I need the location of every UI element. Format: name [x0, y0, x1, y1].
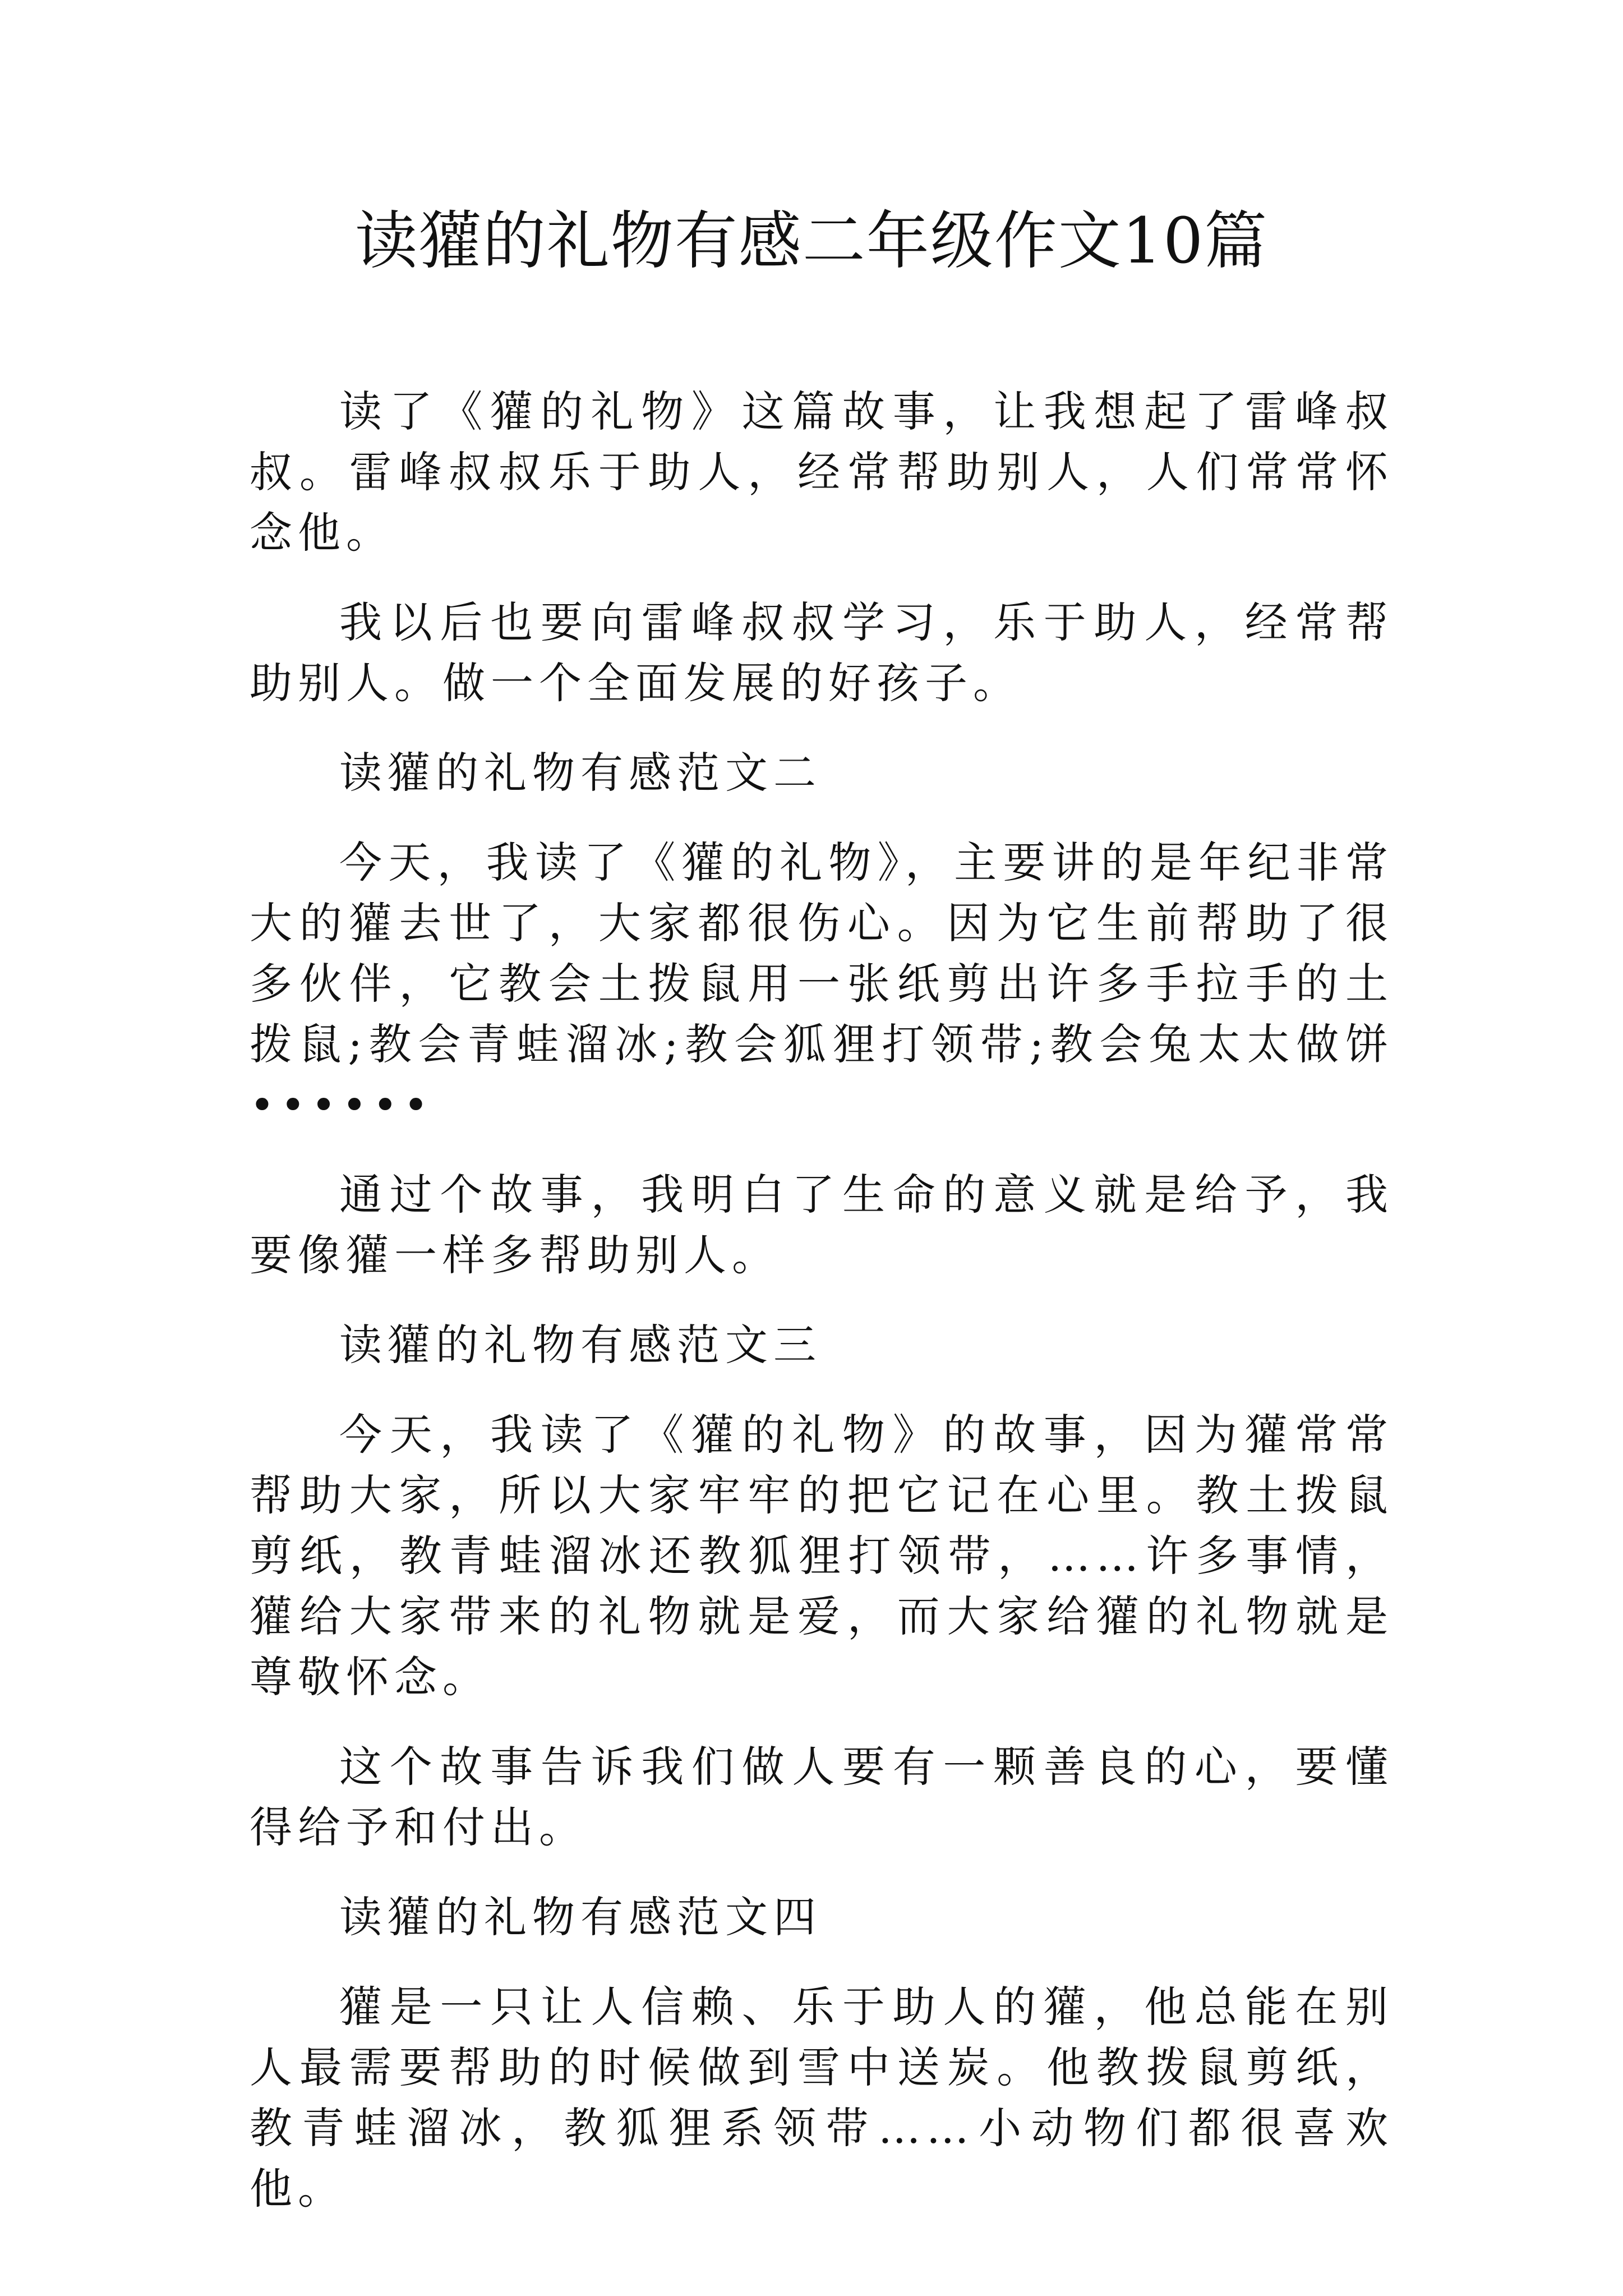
document-title: 读獾的礼物有感二年级作文10篇 [354, 205, 1269, 278]
paragraph: 我以后也要向雷峰叔叔学习，乐于助人，经常帮助别人。做一个全面发展的好孩子。 [250, 597, 1394, 708]
paragraph: 这个故事告诉我们做人要有一颗善良的心，要懂得给予和付出。 [250, 1742, 1394, 1852]
section-heading: 读獾的礼物有感范文三 [339, 1320, 822, 1370]
document-body [250, 381, 1394, 2248]
paragraph: 獾是一只让人信赖、乐于助人的獾，他总能在别人最需要帮助的时候做到雪中送炭。他教拨鼠剪纸，教青蛙溜冰，教狐狸系领带……小动物们都很喜欢他。 [250, 1982, 1394, 2214]
paragraph: 读了《獾的礼物》这篇故事，让我想起了雷峰叔叔。雷峰叔叔乐于助人，经常帮助别人，人们常常怀念他。 [250, 386, 1394, 558]
paragraph: 今天，我读了《獾的礼物》的故事，因为獾常常帮助大家，所以大家牢牢的把它记在心里。教土拨鼠剪纸，教青蛙溜冰还教狐狸打领带，……许多事情，獾给大家带来的礼物就是爱，而大家给獾的礼物就是尊敬怀念。 [250, 1410, 1394, 1702]
paragraph: 今天，我读了《獾的礼物》，主要讲的是年纪非常大的獾去世了，大家都很伤心。因为它生前帮助了很多伙伴，它教会土拨鼠用一张纸剪出许多手拉手的土拨鼠;教会青蛙溜冰;教会狐狸打领带;教会兔太太做饼•••••• [250, 838, 1394, 1130]
section-heading: 读獾的礼物有感范文四 [339, 1892, 822, 1942]
section-heading: 读獾的礼物有感范文二 [339, 748, 822, 798]
paragraph: 通过个故事，我明白了生命的意义就是给予，我要像獾一样多帮助别人。 [250, 1170, 1394, 1280]
